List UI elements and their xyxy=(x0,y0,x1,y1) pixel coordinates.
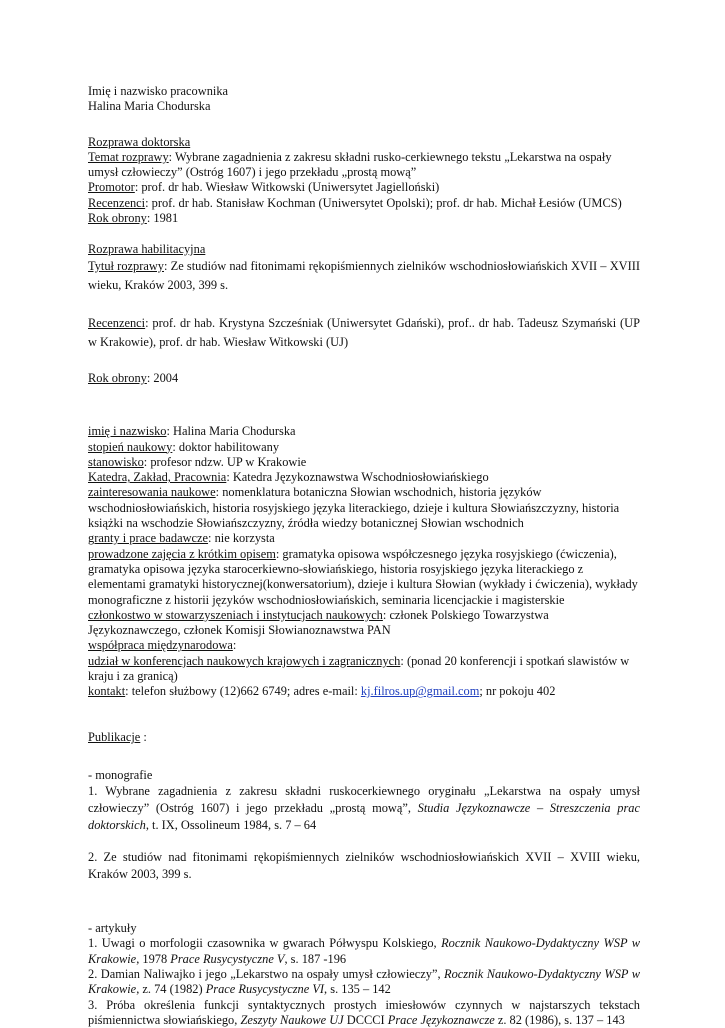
article-journal: Rocznik Naukowo-Dydaktyczny WSP w Krakowie xyxy=(88,936,641,966)
doctoral-year-label: Rok obrony xyxy=(88,211,147,226)
article-pages: , s. 187 -196 xyxy=(284,951,347,966)
profile-classes-label: prowadzone zajęcia z krótkim opisem xyxy=(88,546,276,561)
article-journal: Zeszyty Naukowe UJ xyxy=(240,1012,344,1027)
publications-section xyxy=(88,730,640,1028)
doctoral-promoter-value: prof. dr hab. Wiesław Witkowski (Uniwersytet Jagielloński) xyxy=(141,180,440,195)
article-text: 2. Damian Naliwajko i jego „Lekarstwo na ospały umysł człowieczy”, xyxy=(88,966,445,981)
profile-membership-value: członek Polskiego Towarzystwa Językoznawczego, członek Komisji Słowianoznawstwa PAN xyxy=(88,607,549,638)
article-text: 3. Próba określenia funkcji syntaktycznych prostych imiesłowów czynnych w najstarszych tekstach piśmiennictwa słowiańskiego, xyxy=(88,997,640,1027)
article-item xyxy=(88,998,640,1028)
article-text: 1. Uwagi o morfologii czasownika w gwarach Półwyspu Kolskiego, xyxy=(88,936,442,951)
profile-unit-label: Katedra, Zakład, Pracownia xyxy=(88,470,227,485)
employee-label: Imię i nazwisko pracownika xyxy=(88,84,229,98)
profile-name-value: Halina Maria Chodurska xyxy=(173,424,296,439)
monographs-heading: - monografie xyxy=(88,767,153,782)
doctoral-section: Rozprawa doktorska Temat rozprawy: Wybrane zagadnienia z zakresu składni rusko-cerkiewnego tekstu „Lekarstwa na ospały umysł człowieczy” (Ostróg 1607) i jego przekładu „prostą mową” Promotor: prof. dr hab. Wiesław Witkowski (Uniwersytet Jagielloński) Recenzenci: prof. dr hab. Stanisław Kochman (Uniwersytet Opolski); prof. dr hab. Michał Łesiów (UMCS) Rok obrony: 1981 xyxy=(88,134,622,226)
habilitation-reviewers-value: prof. dr hab. Krystyna Szcześniak (Uniwersytet Gdański), prof.. dr hab. Tadeusz Szymański (UP w Krakowie), prof. dr hab. Wiesław Witkowski (UJ) xyxy=(88,315,640,349)
habilitation-title-label: Tytuł rozprawy xyxy=(88,258,164,273)
profile-section: imię i nazwisko: Halina Maria Chodurska stopień naukowy: doktor habilitowany stanowisko: profesor ndzw. UP w Krakowie Katedra, Zakład, Pracownia: Katedra Językoznawstwa Wschodniosłowiańskiego zainteresowania naukowe: nomenklatura botaniczna Słowian wschodnich, historia języków wschodniosłowiańskich, historia rosyjskiego języka literackiego, dzieje i kultura Słowiańszczyzny, historia książki na wschodzie Słowiańszczyzny, źródła wiedzy botanicznej Słowian wschodnich granty i prace badawcze: nie korzysta prowadzone zajęcia z krótkim opisem: gramatyka opisowa współczesnego języka rosyjskiego (ćwiczenia), gramatyka opisowa języka starocerkiewno-słowiańskiego, historia rosyjskiego języka literackiego z elementami gramatyki historycznej(konwersatorium), dzieje i kultura Słowian (wykłady i ćwiczenia), wykłady monograficzne z historii języków wschodniosłowiańskich, seminaria licencjackie i magisterskie członkostwo w stowarzyszeniach i instytucjach naukowych: członek Polskiego Towarzystwa Językoznawczego, członek Komisji Słowianoznawstwa PAN współpraca międzynarodowa: udział w konferencjach naukowych krajowych i zagranicznych: (ponad 20 konferencji i spotkań slawistów w kraju i za granicą) kontakt: telefon służbowy (12)662 6749; adres e-mail: kj.filros.up@gmail.com; nr pokoju 402 xyxy=(88,424,638,699)
article-item xyxy=(88,967,640,998)
profile-contact-phone: telefon służbowy (12)662 6749; adres e-mail: xyxy=(131,684,361,699)
monograph-series: Studia Językoznawcze – Streszczenia prac doktorskich xyxy=(88,800,640,832)
profile-membership-label: członkostwo w stowarzyszeniach i instytucjach naukowych xyxy=(88,607,383,622)
habilitation-year-value: 2004 xyxy=(153,370,179,385)
article-pages: , s. 135 – 142 xyxy=(324,982,391,997)
article-series: Prace Rusycystyczne V xyxy=(170,951,285,966)
publications-heading-suffix: : xyxy=(140,730,147,745)
contact-email-link[interactable]: kj.filros.up@gmail.com xyxy=(360,684,480,699)
employee-name: Halina Maria Chodurska xyxy=(88,99,211,114)
profile-classes-value: gramatyka opisowa współczesnego języka rosyjskiego (ćwiczenia), gramatyka opisowa języka starocerkiewno-słowiańskiego, historia rosyjskiego języka literackiego z elementami gramatyki historycznej(konwersatorium), dzieje i kultura Słowian (wykłady i ćwiczenia), wykłady monograficzne z historii języków wschodniosłowiańskich, seminaria licencjackie i magisterskie xyxy=(88,546,638,607)
profile-interests-value: nomenklatura botaniczna Słowian wschodnich, historia języków wschodniosłowiańskich, historia rosyjskiego języka literackiego, dzieje i kultura Słowiańszczyzny, historia książki na wschodzie Słowiańszczyzny, źródła wiedzy botanicznej Słowian wschodnich xyxy=(88,485,620,531)
habilitation-reviewers-label: Recenzenci xyxy=(88,315,146,330)
profile-position-value: profesor ndzw. UP w Krakowie xyxy=(150,454,307,469)
monograph-text: 2. Ze studiów nad fitonimami rękopiśmiennych zielników wschodniosłowiańskich XVII – XVIII wieku, Kraków 2003, 399 s. xyxy=(88,850,640,882)
profile-grants-value: nie korzysta xyxy=(214,531,275,546)
publications-heading: Publikacje xyxy=(88,730,141,745)
article-text-mid: , 1978 xyxy=(136,951,171,966)
doctoral-topic-label: Temat rozprawy xyxy=(88,149,169,164)
profile-interests-label: zainteresowania naukowe xyxy=(88,485,216,500)
habilitation-title-value: Ze studiów nad fitonimami rękopiśmiennych zielników wschodniosłowiańskich XVII – XVIII wieku, Kraków 2003, 399 s. xyxy=(88,258,640,292)
monograph-text-end: , t. IX, Ossolineum 1984, s. 7 – 64 xyxy=(145,817,317,832)
doctoral-year-value: 1981 xyxy=(153,211,179,226)
profile-name-label: imię i nazwisko xyxy=(88,424,167,439)
article-pages: z. 82 (1986), s. 137 – 143 xyxy=(494,1012,625,1027)
monograph-item xyxy=(88,849,640,883)
monograph-text: 1. Wybrane zagadnienia z zakresu składni ruskocerkiewnego oryginału „Lekarstwa na ospały umysł człowieczy” (Ostróg 1607) i jego przekładu „prostą mową”, xyxy=(88,783,640,815)
profile-contact-label: kontakt xyxy=(88,684,126,699)
article-series: Prace Rusycystyczne VI xyxy=(205,982,325,997)
monograph-item xyxy=(88,783,640,834)
profile-contact-room: ; nr pokoju 402 xyxy=(479,684,556,699)
profile-conferences-label: udział w konferencjach naukowych krajowych i zagranicznych xyxy=(88,653,401,668)
article-text-mid: DCCCI xyxy=(343,1012,388,1027)
profile-unit-value: Katedra Językoznawstwa Wschodniosłowiańskiego xyxy=(232,470,489,485)
doctoral-topic-value: Wybrane zagadnienia z zakresu składni rusko-cerkiewnego tekstu „Lekarstwa na ospały umysł człowieczy” (Ostróg 1607) i jego przekładu „prostą mową” xyxy=(88,149,612,180)
habilitation-section: Rozprawa habilitacyjna Tytuł rozprawy: Ze studiów nad fitonimami rękopiśmiennych zielników wschodniosłowiańskich XVII – XVIII wieku, Kraków 2003, 399 s. Recenzenci: prof. dr hab. Krystyna Szcześniak (Uniwersytet Gdański), prof.. dr hab. Tadeusz Szymański (UP w Krakowie), prof. dr hab. Wiesław Witkowski (UJ) Rok obrony: 2004 xyxy=(88,241,640,385)
article-text-mid: , z. 74 (1982) xyxy=(136,982,206,997)
doctoral-reviewers-label: Recenzenci xyxy=(88,195,146,210)
doctoral-reviewers-value: prof. dr hab. Stanisław Kochman (Uniwersytet Opolski); prof. dr hab. Michał Łesiów (UMCS) xyxy=(151,195,622,210)
doctoral-promoter-label: Promotor xyxy=(88,180,135,195)
article-series: Prace Językoznawcze xyxy=(387,1012,495,1027)
doctoral-heading: Rozprawa doktorska xyxy=(88,134,191,149)
profile-grants-label: granty i prace badawcze xyxy=(88,531,209,546)
document-page xyxy=(88,84,640,1028)
profile-cooperation-label: współpraca międzynarodowa xyxy=(88,638,233,653)
habilitation-year-label: Rok obrony xyxy=(88,370,147,385)
profile-conferences-value: (ponad 20 konferencji i spotkań slawistów w kraju i za granicą) xyxy=(88,653,630,684)
profile-degree-value: doktor habilitowany xyxy=(178,439,280,454)
article-item xyxy=(88,936,640,967)
articles-heading: - artykuły xyxy=(88,921,137,936)
profile-position-label: stanowisko xyxy=(88,454,144,469)
habilitation-heading: Rozprawa habilitacyjna xyxy=(88,241,206,256)
profile-degree-label: stopień naukowy xyxy=(88,439,173,454)
article-journal: Rocznik Naukowo-Dydaktyczny WSP w Krakowie xyxy=(88,966,640,997)
